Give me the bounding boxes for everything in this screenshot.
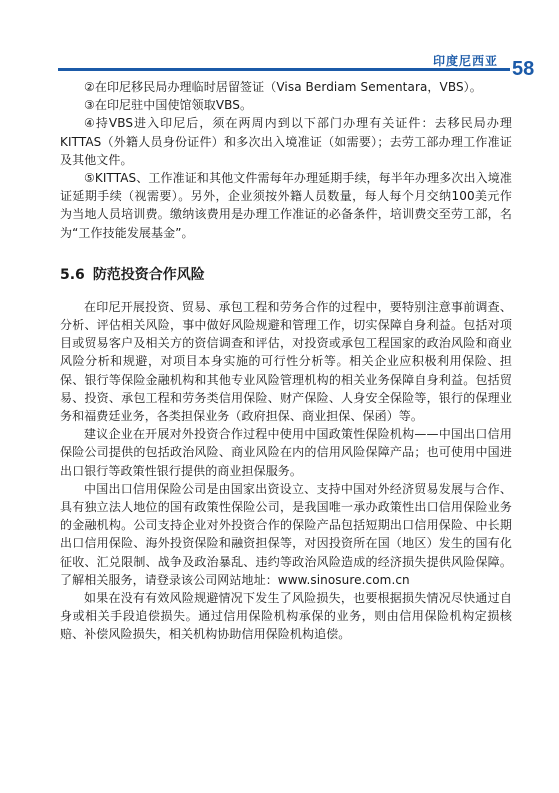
procedure-step-5: ⑤KITTAS、工作准证和其他文件需每年办理延期手续，每半年办理多次出入境准证延期手续（视需要）。另外，企业须按外籍人员数量，每人每个月交纳100美元作为当地人员培训费。缴纳该费用是办理工作准证的必备条件，培训费交至劳工部，名为“工作技能发展基金”。 — [60, 171, 512, 240]
header-rule — [58, 68, 510, 71]
body-paragraph-2: 建议企业在开展对外投资合作过程中使用中国政策性保险机构——中国出口信用保险公司提供的包括政治风险、商业风险在内的信用风险保障产品；也可使用中国进出口银行等政策性银行提供的商业担保服务。 — [60, 427, 512, 478]
procedure-step-4: ④持VBS进入印尼后，须在两周内到以下部门办理有关证件：去移民局办理KITTAS（外籍人员身份证件）和多次出入境准证（如需要）；去劳工部办理工作准证及其他文件。 — [60, 116, 512, 167]
body-paragraph-1: 在印尼开展投资、贸易、承包工程和劳务合作的过程中，要特别注意事前调查、分析、评估相关风险，事中做好风险规避和管理工作，切实保障自身利益。包括对项目或贸易客户及相关方的资信调查和评估，对投资或承包工程国家的政治风险和商业风险分析和规避，对项目本身实施的可行性分析等。相关企业应积极利用保险、担保、银行等保险金融机构和其他专业风险管理机构的相关业务保障自身利益。包括贸易、投资、承包工程和劳务类信用保险、财产保险、人身安全保险等，银行的保理业务和福费廷业务，各类担保业务（政府担保、商业担保、保函）等。 — [60, 299, 512, 424]
section-heading — [60, 266, 512, 284]
body-paragraph-4: 如果在没有有效风险规避情况下发生了风险损失，也要根据损失情况尽快通过自身或相关手段追偿损失。通过信用保险机构承保的业务，则由信用保险机构定损核赔、补偿风险损失，相关机构协助信用保险机构追偿。 — [60, 591, 512, 642]
header-country-title: 印度尼西亚 — [432, 54, 498, 68]
section-number: 5.6 — [60, 266, 85, 283]
procedure-step-2: ②在印尼移民局办理临时居留签证（Visa Berdiam Sementara，VBS）。 — [84, 80, 482, 94]
page-content — [60, 78, 512, 644]
section-title: 防范投资合作风险 — [92, 266, 205, 283]
page-number: 58 — [512, 58, 535, 80]
body-paragraph-3: 中国出口信用保险公司是由国家出资设立、支持中国对外经济贸易发展与合作、具有独立法人地位的国有政策性保险公司，是我国唯一承办政策性出口信用保险业务的金融机构。公司支持企业对外投资合作的保险产品包括短期出口信用保险、中长期出口信用保险、海外投资保险和融资担保等，对因投资所在国（地区）发生的国有化征收、汇兑限制、战争及政治暴乱、违约等政治风险造成的经济损失提供风险保障。了解相关服务，请登录该公司网站地址：www.sinosure.com.cn — [60, 481, 512, 587]
procedure-step-3: ③在印尼驻中国使馆领取VBS。 — [84, 98, 253, 113]
